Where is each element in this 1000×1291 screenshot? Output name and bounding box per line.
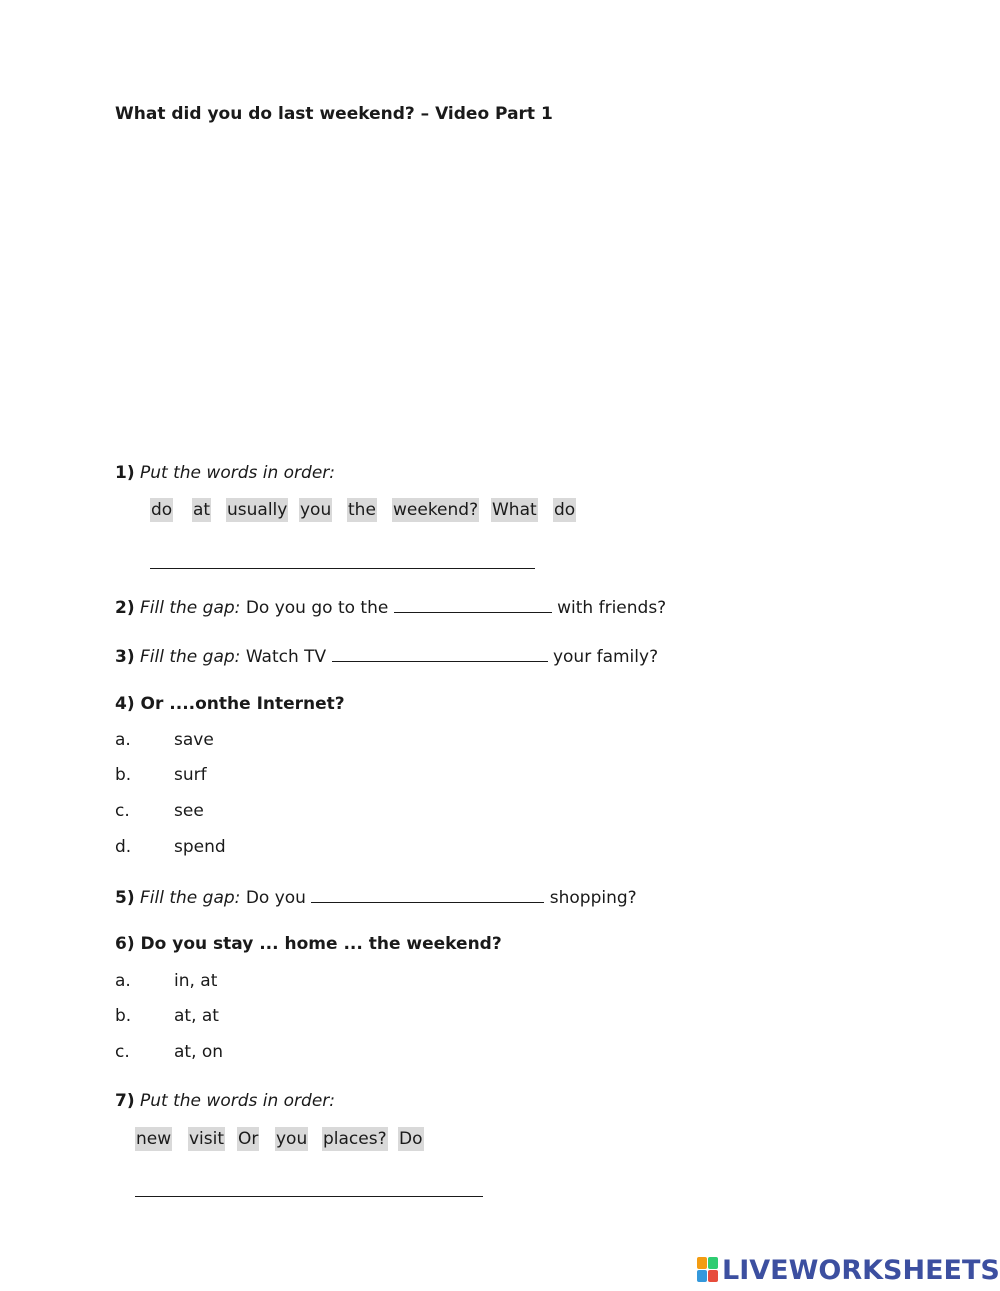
question-4-text: Or ....onthe Internet? <box>140 694 345 714</box>
liveworksheets-logo <box>697 1253 1000 1287</box>
question-7-instruction: Put the words in order: <box>140 1091 336 1111</box>
option-text[interactable]: at, on <box>174 1042 224 1062</box>
option-text[interactable]: see <box>174 801 204 821</box>
question-1-number: 1) <box>115 463 135 483</box>
question-4-number: 4) <box>115 694 135 714</box>
page-title: What did you do last weekend? – Video Part 1 <box>115 104 553 124</box>
question-2-instruction: Fill the gap: <box>140 598 241 618</box>
question-2 <box>115 596 666 618</box>
question-2-text-after: with friends? <box>557 598 667 618</box>
option-text[interactable]: save <box>174 730 214 750</box>
question-5-text-before: Do you <box>245 888 306 908</box>
option-letter: b. <box>115 765 132 785</box>
option-letter: c. <box>115 801 130 821</box>
word-chip[interactable]: weekend? <box>393 500 479 520</box>
question-2-number: 2) <box>115 598 135 618</box>
word-chip[interactable]: Or <box>238 1129 259 1149</box>
question-3-number: 3) <box>115 647 135 667</box>
question-5 <box>115 886 637 908</box>
question-3 <box>115 645 658 667</box>
question-2-gap-field[interactable] <box>394 596 552 613</box>
question-1-answer-field[interactable] <box>150 568 535 569</box>
question-3-text-after: your family? <box>552 647 659 667</box>
option-text[interactable]: in, at <box>174 971 218 991</box>
option-letter: a. <box>115 730 131 750</box>
question-5-text-after: shopping? <box>549 888 637 908</box>
option-text[interactable]: at, at <box>174 1006 219 1026</box>
logo-text: LIVEWORKSHEETS <box>722 1254 1000 1286</box>
word-chip[interactable]: usually <box>227 500 288 520</box>
option-letter: b. <box>115 1006 132 1026</box>
logo-mark-icon <box>697 1257 719 1283</box>
question-4 <box>115 694 345 714</box>
option-letter: c. <box>115 1042 130 1062</box>
question-7-prompt <box>115 1091 335 1111</box>
question-3-instruction: Fill the gap: <box>140 647 241 667</box>
question-7-number: 7) <box>115 1091 135 1111</box>
question-6-text: Do you stay ... home ... the weekend? <box>140 934 502 954</box>
word-chip[interactable]: at <box>193 500 211 520</box>
question-6 <box>115 934 502 954</box>
question-3-gap-field[interactable] <box>332 645 548 662</box>
question-3-text-before: Watch TV <box>245 647 327 667</box>
option-text[interactable]: spend <box>174 837 226 857</box>
question-7-answer-field[interactable] <box>135 1196 483 1197</box>
word-chip[interactable]: new <box>136 1129 172 1149</box>
word-chip[interactable]: visit <box>189 1129 225 1149</box>
option-letter: a. <box>115 971 131 991</box>
word-chip[interactable]: What <box>492 500 537 520</box>
word-chip[interactable]: you <box>300 500 332 520</box>
question-6-number: 6) <box>115 934 135 954</box>
question-5-number: 5) <box>115 888 135 908</box>
question-2-text-before: Do you go to the <box>245 598 389 618</box>
word-chip[interactable]: the <box>348 500 376 520</box>
option-text[interactable]: surf <box>174 765 207 785</box>
question-5-gap-field[interactable] <box>311 886 544 903</box>
question-1-prompt <box>115 463 335 483</box>
word-chip[interactable]: places? <box>323 1129 387 1149</box>
word-chip[interactable]: do <box>554 500 576 520</box>
word-chip[interactable]: Do <box>399 1129 423 1149</box>
question-1-instruction: Put the words in order: <box>140 463 336 483</box>
question-5-instruction: Fill the gap: <box>140 888 241 908</box>
word-chip[interactable]: do <box>151 500 173 520</box>
word-chip[interactable]: you <box>276 1129 308 1149</box>
option-letter: d. <box>115 837 132 857</box>
